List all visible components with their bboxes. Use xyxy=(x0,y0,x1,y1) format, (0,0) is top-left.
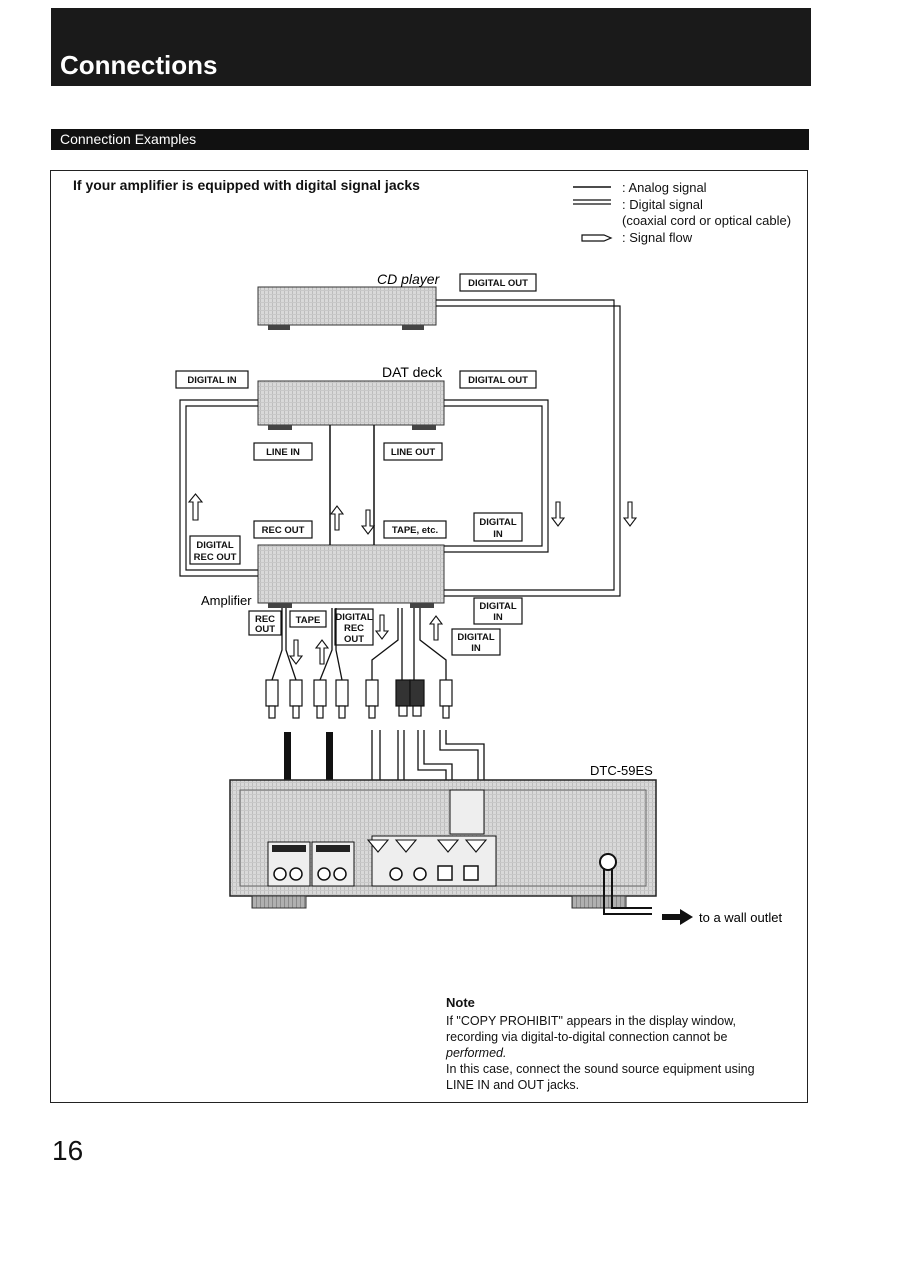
cd-player-label: CD player xyxy=(377,271,440,287)
subheading: If your amplifier is equipped with digital signal jacks xyxy=(73,177,420,193)
digital-rec-out-l1-label: DIGITAL xyxy=(196,540,234,551)
amp-dig-rec-l1-label: DIGITAL xyxy=(335,612,373,623)
digital-rec-out-l2-label: REC OUT xyxy=(193,552,237,563)
wall-outlet-label: to a wall outlet xyxy=(699,910,783,925)
note-line-5: LINE IN and OUT jacks. xyxy=(446,1078,580,1092)
note-line-3: performed. xyxy=(446,1046,507,1060)
legend-digital-note: (coaxial cord or optical cable) xyxy=(622,213,792,228)
tape-etc-label: TAPE, etc. xyxy=(391,525,439,536)
section-title: Connection Examples xyxy=(60,131,197,147)
note-line-1: If "COPY PROHIBIT" appears in the display window, xyxy=(446,1014,737,1028)
rca-plugs xyxy=(266,680,452,718)
legend-flow: : Signal flow xyxy=(622,230,693,245)
rec-out-label: REC OUT xyxy=(261,525,305,536)
outlet-arrow-icon xyxy=(680,909,693,925)
digital-in-2-l1-label: DIGITAL xyxy=(479,601,517,612)
dat-digital-in-label: DIGITAL IN xyxy=(187,375,237,386)
digital-in-3-l2-label: IN xyxy=(471,643,481,654)
amp-tape-label: TAPE xyxy=(295,615,321,626)
digital-in-2-l2-label: IN xyxy=(493,612,503,623)
note-line-4: In this case, connect the sound source equipment using xyxy=(446,1062,755,1076)
line-in-label: LINE IN xyxy=(266,447,300,458)
legend-digital: : Digital signal xyxy=(622,197,703,212)
amplifier-label: Amplifier xyxy=(201,593,252,608)
cd-digital-out-label: DIGITAL OUT xyxy=(468,278,528,289)
legend-analog: : Analog signal xyxy=(622,180,707,195)
legend-flow-arrow-icon xyxy=(582,235,611,241)
page-number: 16 xyxy=(52,1135,84,1166)
note-line-2: recording via digital-to-digital connection cannot be xyxy=(446,1030,728,1044)
page-title: Connections xyxy=(60,50,218,80)
digital-in-1-l1-label: DIGITAL xyxy=(479,517,517,528)
amp-dig-rec-l2-label: REC xyxy=(343,623,365,634)
digital-in-3-l1-label: DIGITAL xyxy=(457,632,495,643)
amp-dig-rec-l3-label: OUT xyxy=(343,634,365,645)
note-heading: Note xyxy=(446,995,475,1010)
dtc-model-label: DTC-59ES xyxy=(590,763,653,778)
dat-deck-label: DAT deck xyxy=(382,364,443,380)
cd-player-unit xyxy=(258,287,436,325)
amplifier-unit xyxy=(258,545,444,603)
line-out-label: LINE OUT xyxy=(390,447,436,458)
amp-out-label: OUT xyxy=(254,624,276,635)
amp-rec-label: REC xyxy=(254,614,276,625)
dat-deck-unit xyxy=(258,381,444,425)
dat-digital-out-label: DIGITAL OUT xyxy=(468,375,528,386)
digital-in-1-l2-label: IN xyxy=(493,529,503,540)
